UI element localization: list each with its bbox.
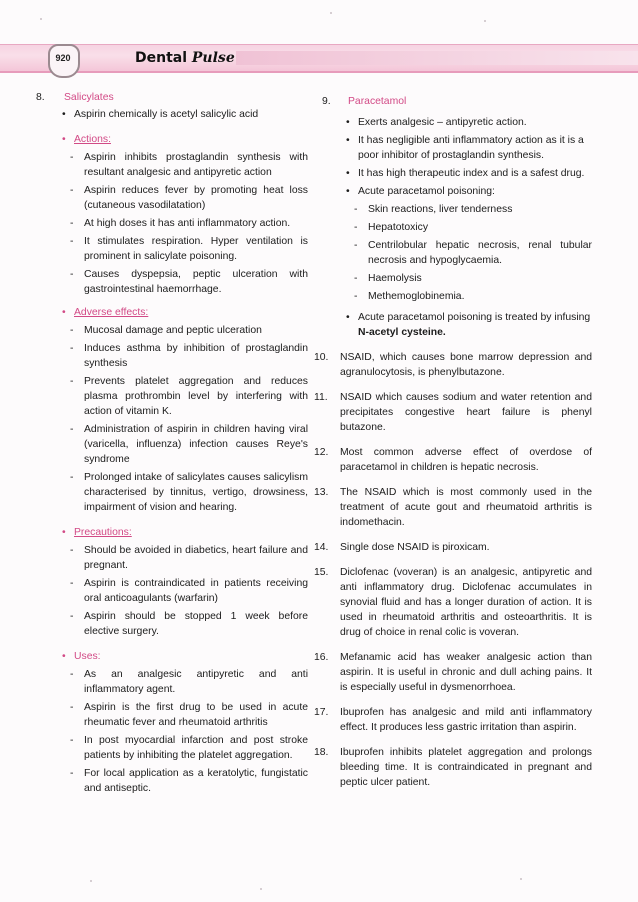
scan-speck: [90, 880, 92, 882]
numbered-item: 11. NSAID which causes sodium and water retention and precipitates congestive heart failure is phenyl butazone.: [314, 392, 592, 433]
numbered-item: 17. Ibuprofen has analgesic and mild anti inflammatory effect. It produces less gastric irritation than aspirin.: [314, 707, 592, 733]
list-item: - Aspirin is the first drug to be used in acute rheumatic fever and rheumatoid arthritis: [66, 700, 308, 730]
precautions-list: [66, 543, 308, 639]
bullet-item: • It has negligible anti inflammatory action as it is a poor inhibitor of prostaglandin synthesis.: [346, 133, 592, 163]
list-item: - It stimulates respiration. Hyper ventilation is prominent in salicylate poisoning.: [66, 234, 308, 264]
list-item: - Methemoglobinemia.: [350, 289, 592, 304]
book-title-main: Dental: [135, 50, 188, 66]
uses-list: [66, 667, 308, 796]
section-number: 8.: [36, 92, 45, 103]
actions-list: [66, 150, 308, 297]
list-item: - Hepatotoxicy: [350, 220, 592, 235]
numbered-item: 15. Diclofenac (voveran) is an analgesic, antipyretic and anti inflammatory drug. Diclofenac accumulates in synovial fluid and has a longer duration of action. It is used in rheumatoid arthritis and osteoarthritis. It is drug of choice in renal colic is voveran.: [314, 567, 592, 638]
list-item: - Should be avoided in diabetics, heart failure and pregnant.: [66, 543, 308, 573]
list-item: - Induces asthma by inhibition of prostaglandin synthesis: [66, 341, 308, 371]
scan-speck: [40, 18, 42, 20]
adverse-effects-list: [66, 323, 308, 515]
list-item: - Prevents platelet aggregation and reduces plasma prothrombin level by interfering with action of vitamin K.: [66, 374, 308, 419]
scan-speck: [330, 12, 332, 14]
section-paracetamol: [318, 94, 592, 340]
list-item: - Aspirin inhibits prostaglandin synthesis with resultant analgesic and antipyretic action: [66, 150, 308, 180]
intro-bullet: • Aspirin chemically is acetyl salicylic acid: [62, 107, 308, 122]
section-salicylates: [36, 90, 308, 796]
right-column: [314, 94, 592, 790]
numbered-item: 18. Ibuprofen inhibits platelet aggregation and prolongs bleeding time. It is contraindicated in pregnant and peptic ulcer patient.: [314, 747, 592, 788]
list-item: - Skin reactions, liver tenderness: [350, 202, 592, 217]
bullet-item: • Acute paracetamol poisoning:: [346, 184, 592, 199]
scan-speck: [260, 888, 262, 890]
numbered-item: 16. Mefanamic acid has weaker analgesic action than aspirin. It is useful in chronic and dull aching pains. It is especially useful in dysmenorrhoea.: [314, 652, 592, 693]
section-number: 9.: [322, 96, 331, 107]
bullet-item: • Acute paracetamol poisoning is treated by infusing N-acetyl cysteine.: [346, 310, 592, 340]
scan-speck: [484, 20, 486, 22]
left-column: [36, 90, 308, 796]
paracetamol-bullets: [346, 115, 592, 340]
list-item: - Centrilobular hepatic necrosis, renal tubular necrosis and hypoglycaemia.: [350, 238, 592, 268]
group-heading: • Uses:: [62, 649, 308, 664]
list-item: - Prolonged intake of salicylates causes salicylism characterised by tinnitus, vertigo, drowsiness, impairment of vision and hearing.: [66, 470, 308, 515]
bullet-item: • It has high therapeutic index and is a safest drug.: [346, 166, 592, 181]
section-title: Salicylates: [64, 92, 114, 103]
poisoning-list: [350, 202, 592, 304]
list-item: - Mucosal damage and peptic ulceration: [66, 323, 308, 338]
list-item: - Aspirin reduces fever by promoting heat loss (cutaneous vasodilatation): [66, 183, 308, 213]
list-item: - For local application as a keratolytic, fungistatic and antiseptic.: [66, 766, 308, 796]
scan-speck: [520, 878, 522, 880]
list-item: - Aspirin should be stopped 1 week before elective surgery.: [66, 609, 308, 639]
list-item: - Causes dyspepsia, peptic ulceration with gastrointestinal haemorrhage.: [66, 267, 308, 297]
book-title-script: Pulse: [191, 50, 235, 66]
list-item: - At high doses it has anti inflammatory action.: [66, 216, 308, 231]
numbered-item: 13. The NSAID which is most commonly used in the treatment of acute gout and rheumatoid arthritis is indomethacin.: [314, 487, 592, 528]
list-item: - Aspirin is contraindicated in patients receiving oral anticoagulants (warfarin): [66, 576, 308, 606]
group-heading: • Actions:: [62, 132, 308, 147]
numbered-item: 14. Single dose NSAID is piroxicam.: [314, 542, 490, 553]
list-item: - Administration of aspirin in children having viral (varicella, influenza) infection causes Reye's syndrome: [66, 422, 308, 467]
header-band-fade: [236, 51, 638, 65]
list-item: - In post myocardial infarction and post stroke patients by inhibiting the platelet aggregation.: [66, 733, 308, 763]
group-heading: • Precautions:: [62, 525, 308, 540]
group-heading: • Adverse effects:: [62, 305, 308, 320]
list-item: - Haemolysis: [350, 271, 592, 286]
list-item: - As an analgesic antipyretic and anti inflammatory agent.: [66, 667, 308, 697]
bullet-item: • Exerts analgesic – antipyretic action.: [346, 115, 592, 130]
section-title: Paracetamol: [348, 96, 407, 107]
numbered-item: 12. Most common adverse effect of overdose of paracetamol in children is hepatic necrosis.: [314, 447, 592, 473]
antidote: N-acetyl cysteine.: [358, 327, 446, 338]
page-number: 920: [55, 53, 71, 63]
numbered-item: 10. NSAID, which causes bone marrow depression and agranulocytosis, is phenylbutazone.: [314, 352, 592, 378]
book-title: [135, 50, 235, 66]
